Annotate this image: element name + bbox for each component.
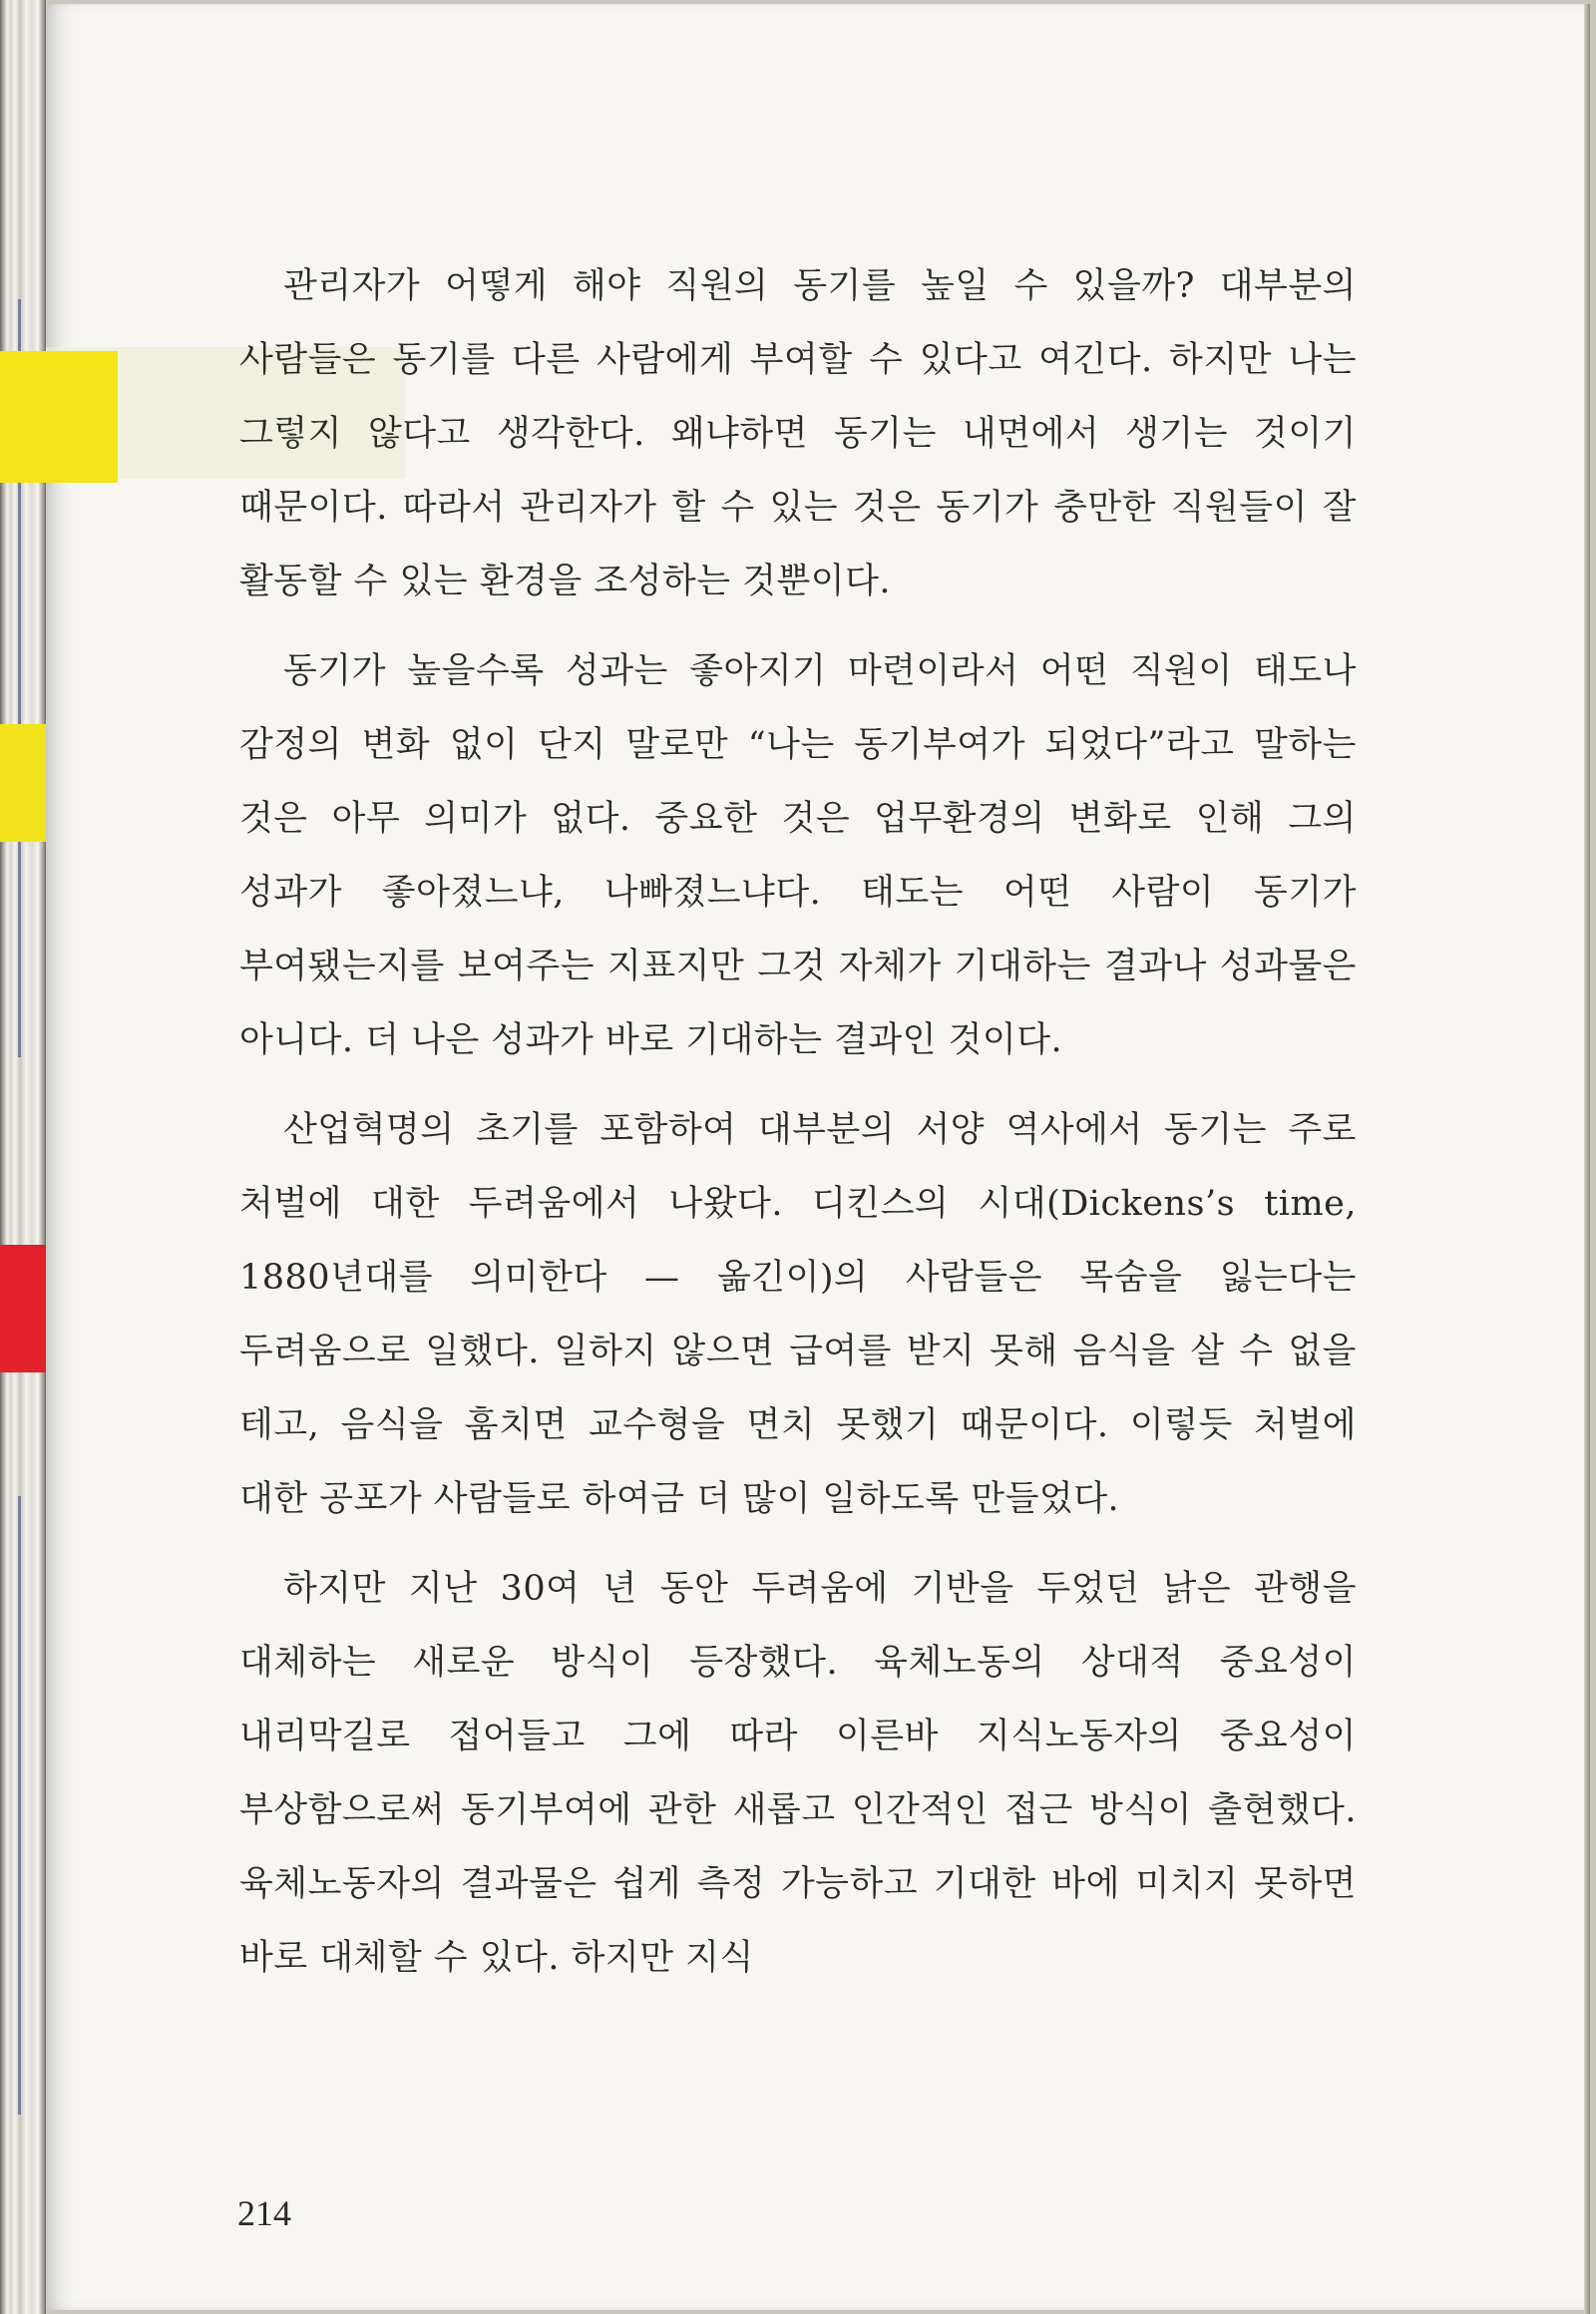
yellow-page-flag: [0, 351, 46, 483]
page-right-edge: [1584, 4, 1590, 2314]
paragraph: 관리자가 어떻게 해야 직원의 동기를 높일 수 있을까? 대부분의 사람들은 동기를 다른 사람에게 부여할 수 있다고 여긴다. 하지만 나는 그렇지 않다고 생각한다. 왜냐하면 동기는 내면에서 생기는 것이기 때문이다. 따라서 관리자가 할 수 있는 것은 동기가 충만한 직원들이 잘 활동할 수 있는 환경을 조성하는 것뿐이다.: [239, 266, 1357, 601]
page-edges: [0, 0, 46, 2314]
yellow-page-flag-tip: [46, 351, 118, 483]
edge-stripe: [18, 1496, 21, 2115]
red-page-flag: [0, 1245, 46, 1372]
yellow-page-flag: [0, 724, 46, 842]
body-text: [239, 249, 1357, 2011]
paragraph: 동기가 높을수록 성과는 좋아지기 마련이라서 어떤 직원이 태도나 감정의 변화 없이 단지 말로만 “나는 동기부여가 되었다”라고 말하는 것은 아무 의미가 없다. 중요한 것은 업무환경의 변화로 인해 그의 성과가 좋아졌느냐, 나빠졌느냐다. 태도는 어떤 사람이 동기가 부여됐는지를 보여주는 지표지만 그것 자체가 기대하는 결과나 성과물은 아니다. 더 나은 성과가 바로 기대하는 결과인 것이다.: [239, 651, 1357, 1060]
paragraph: 하지만 지난 30여 년 동안 두려움에 기반을 두었던 낡은 관행을 대체하는 새로운 방식이 등장했다. 육체노동의 상대적 중요성이 내리막길로 접어들고 그에 따라 이른바 지식노동자의 중요성이 부상함으로써 동기부여에 관한 새롭고 인간적인 접근 방식이 출현했다. 육체노동자의 결과물은 쉽게 측정 가능하고 기대한 바에 미치지 못하면 바로 대체할 수 있다. 하지만 지식: [239, 1569, 1357, 1978]
paragraph: 산업혁명의 초기를 포함하여 대부분의 서양 역사에서 동기는 주로 처벌에 대한 두려움에서 나왔다. 디킨스의 시대(Dickens’s time, 1880년대를 의미한다 — 옮긴이)의 사람들은 목숨을 잃는다는 두려움으로 일했다. 일하지 않으면 급여를 받지 못해 음식을 살 수 없을 테고, 음식을 훔치면 교수형을 면치 못했기 때문이다. 이렇듯 처벌에 대한 공포가 사람들로 하여금 더 많이 일하도록 만들었다.: [239, 1110, 1357, 1519]
page-number: 214: [237, 2193, 291, 2233]
